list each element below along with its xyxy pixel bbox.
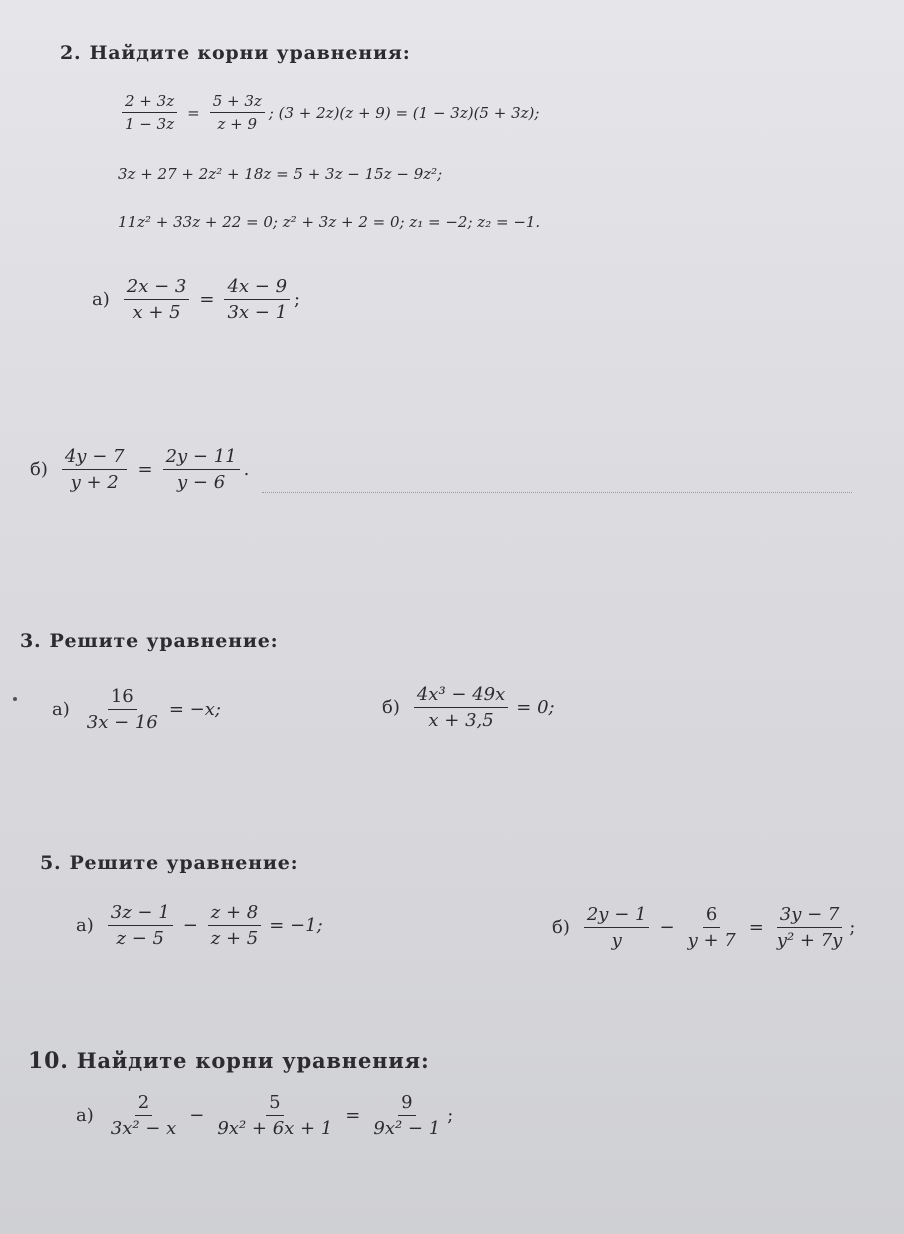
- denominator: y² + 7y: [776, 930, 843, 951]
- fraction-3: [370, 1092, 443, 1139]
- numerator: 2x − 3: [124, 276, 190, 300]
- task-2-part-b: [30, 446, 249, 493]
- numerator: 9: [398, 1092, 415, 1116]
- fraction-3: [774, 904, 846, 951]
- task-5-part-a: [76, 902, 323, 949]
- text: ;: [294, 289, 301, 310]
- fraction-2: [685, 904, 739, 951]
- fraction-1: [108, 1092, 180, 1139]
- task-2-part-a: [92, 276, 300, 323]
- text: а): [92, 289, 110, 310]
- numerator: 2: [135, 1092, 152, 1116]
- text: б): [382, 697, 400, 718]
- denominator: z − 5: [116, 928, 164, 949]
- fraction-left: [124, 276, 190, 323]
- text: а): [76, 1105, 94, 1126]
- numerator: 3z − 1: [108, 902, 173, 926]
- denominator: x + 5: [132, 302, 181, 323]
- fraction-1: [584, 904, 650, 951]
- text: 3z + 27 + 2z² + 18z = 5 + 3z − 15z − 9z²;: [118, 165, 443, 183]
- fraction: [84, 686, 161, 733]
- task-5-part-b: [552, 904, 855, 951]
- text: б): [30, 459, 48, 480]
- fraction: [414, 684, 508, 731]
- text: = −x;: [168, 699, 221, 720]
- numerator: 3y − 7: [777, 904, 843, 928]
- fraction-right: [224, 276, 290, 323]
- fraction-left: [62, 446, 128, 493]
- numerator: 2y − 11: [163, 446, 240, 470]
- text: −: [659, 917, 675, 938]
- denominator: 9x² + 6x + 1: [217, 1118, 333, 1139]
- numerator: 2y − 1: [584, 904, 650, 928]
- text: .: [243, 459, 250, 480]
- task-5-title: [40, 852, 298, 874]
- answer-dotted-line: [262, 492, 852, 493]
- text: =: [187, 103, 200, 122]
- text: ; (3 + 2z)(z + 9) = (1 − 3z)(5 + 3z);: [268, 103, 540, 122]
- fraction-1: [108, 902, 173, 949]
- denominator: 3x² − x: [110, 1118, 177, 1139]
- text: =: [748, 917, 764, 938]
- numerator: 6: [703, 904, 720, 928]
- text: б): [552, 917, 570, 938]
- task-2-title: [60, 42, 411, 64]
- denominator: y + 7: [687, 930, 736, 951]
- task-2-example-line-2: [118, 165, 442, 183]
- pencil-dot-mark: [13, 697, 17, 701]
- example-fraction-2: [210, 92, 265, 133]
- fraction-right: [163, 446, 240, 493]
- text: Решите уравнение:: [49, 630, 279, 652]
- text: 5.: [40, 852, 62, 874]
- text: −: [182, 915, 198, 936]
- text: ;: [849, 917, 856, 938]
- task-3-title: [20, 630, 278, 652]
- text: а): [52, 699, 70, 720]
- numerator: 4x³ − 49x: [414, 684, 508, 708]
- numerator: 5 + 3z: [210, 92, 265, 113]
- text: =: [199, 289, 215, 310]
- denominator: 9x² − 1: [373, 1118, 441, 1139]
- numerator: 4x − 9: [224, 276, 290, 300]
- text: =: [345, 1105, 361, 1126]
- text: 3.: [20, 630, 42, 652]
- denominator: x + 3,5: [428, 710, 494, 731]
- denominator: y + 2: [70, 472, 119, 493]
- text: 11z² + 33z + 22 = 0; z² + 3z + 2 = 0; z₁ = −2; z₂ = −1.: [118, 213, 541, 231]
- denominator: z + 9: [217, 115, 258, 133]
- text: −: [189, 1105, 205, 1126]
- task-2-example-line-3: [118, 213, 540, 231]
- text: = 0;: [516, 697, 555, 718]
- text: Решите уравнение:: [69, 852, 299, 874]
- text: 10.: [28, 1048, 69, 1074]
- task-3-part-a: [52, 686, 221, 733]
- text: а): [76, 915, 94, 936]
- text: =: [137, 459, 153, 480]
- text: Найдите корни уравнения:: [89, 42, 411, 64]
- task-10-part-a: [76, 1092, 453, 1139]
- text: = −1;: [269, 915, 323, 936]
- denominator: z + 5: [210, 928, 259, 949]
- fraction-2: [208, 902, 261, 949]
- denominator: 1 − 3z: [125, 115, 175, 133]
- numerator: 4y − 7: [62, 446, 128, 470]
- denominator: 3x − 16: [86, 712, 158, 733]
- numerator: 16: [108, 686, 137, 710]
- task-2-example-line-1: [118, 92, 539, 133]
- example-fraction-1: [122, 92, 177, 133]
- denominator: y − 6: [177, 472, 226, 493]
- numerator: z + 8: [208, 902, 261, 926]
- denominator: 3x − 1: [227, 302, 288, 323]
- denominator: y: [611, 930, 622, 951]
- text: ;: [447, 1105, 454, 1126]
- task-3-part-b: [382, 684, 555, 731]
- task-10-title: [28, 1048, 430, 1074]
- numerator: 2 + 3z: [122, 92, 177, 113]
- text: 2.: [60, 42, 82, 64]
- numerator: 5: [266, 1092, 283, 1116]
- fraction-2: [214, 1092, 335, 1139]
- text: Найдите корни уравнения:: [76, 1048, 430, 1073]
